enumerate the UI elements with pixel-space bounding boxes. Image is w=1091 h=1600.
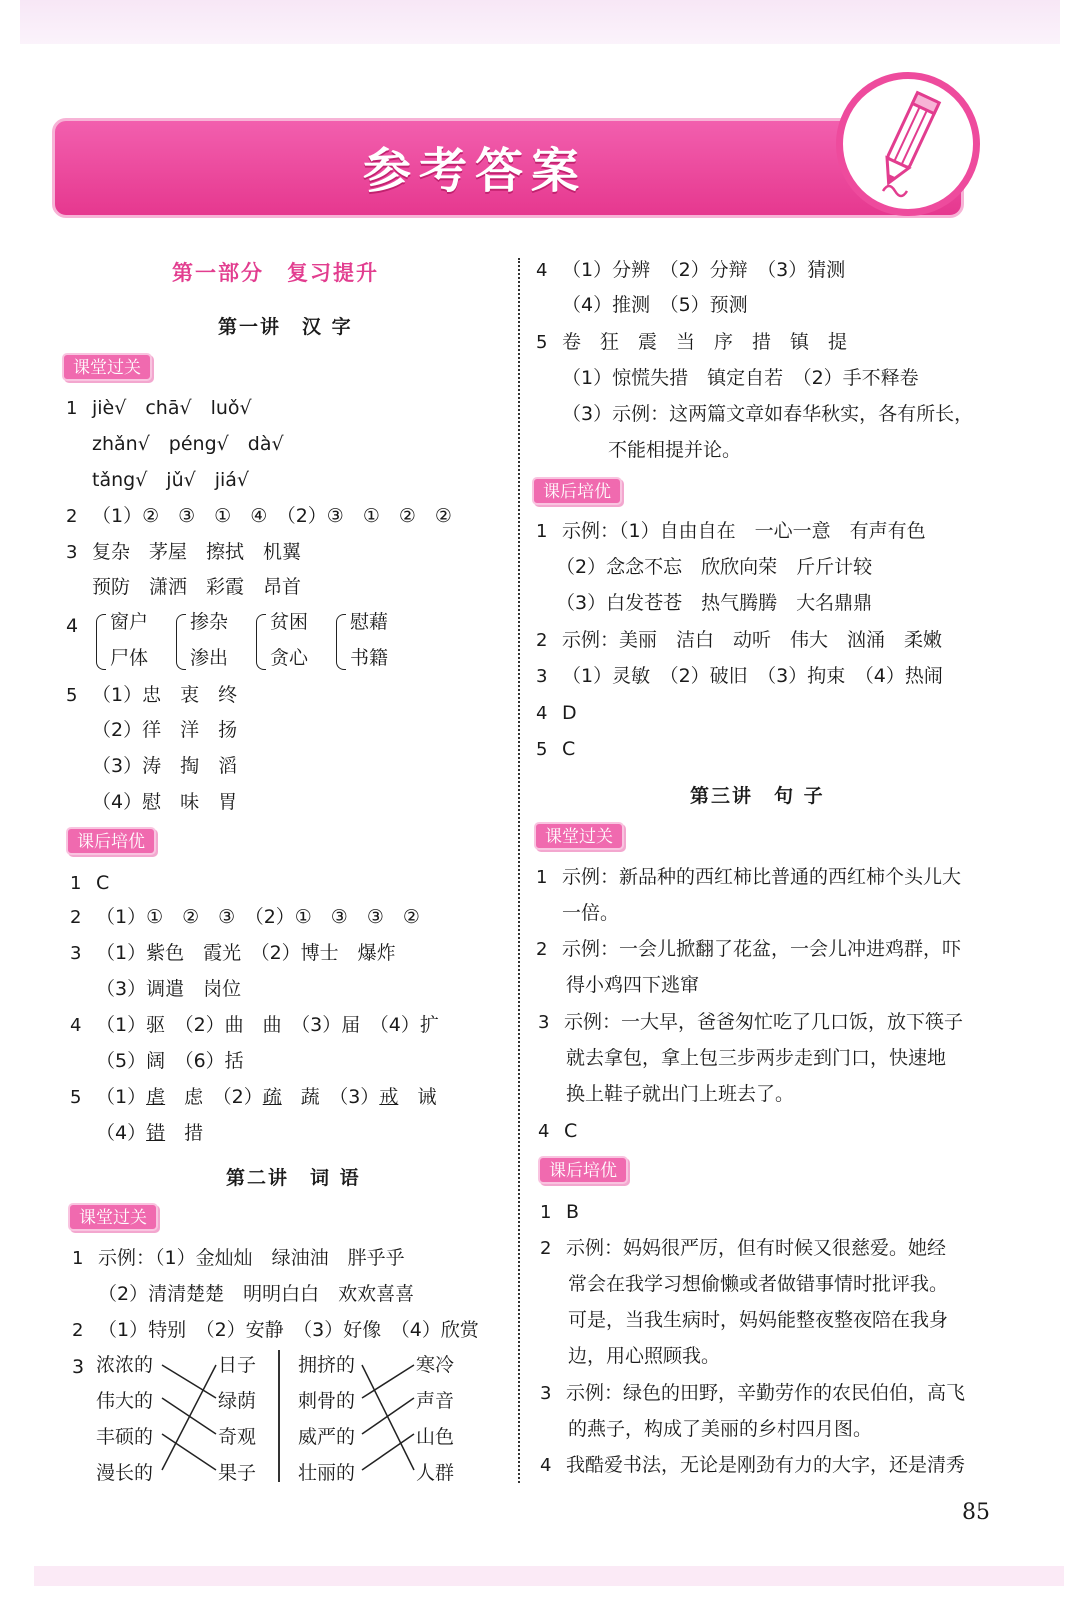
answer-line: 3 （1）灵敏 （2）破旧 （3）拘束 （4）热闹 <box>536 665 943 687</box>
answer-line: 1 示例：（1）金灿灿 绿油油 胖乎乎 <box>72 1247 405 1269</box>
match-right-item: 日子 <box>218 1354 257 1376</box>
bottom-decor-band <box>34 1566 1064 1586</box>
answer-line: 2 （1）① ② ③ （2）① ③ ③ ② <box>70 906 420 928</box>
word-pair-item: 贫困 <box>270 611 309 633</box>
lecture1-title: 第一讲 汉 字 <box>218 316 353 338</box>
match-right-item: 奇观 <box>218 1426 257 1448</box>
match-left-item: 威严的 <box>298 1426 356 1448</box>
answer-line: （1）惊慌失措 镇定自若 （2）手不释卷 <box>562 367 919 389</box>
answer-line: 3 示例：绿色的田野，辛勤劳作的农民伯伯，高飞 <box>540 1382 966 1404</box>
answer-line: tǎng√ jǔ√ jiá√ <box>92 469 250 491</box>
word-pair-item: 掺杂 <box>190 611 229 633</box>
section-tag-kehou: 课后培优 <box>538 1156 628 1184</box>
answer-line: 2 （1）特别 （2）安静 （3）好像 （4）欣赏 <box>72 1319 479 1341</box>
page-title: 参考答案 <box>362 143 587 199</box>
page-number: 85 <box>962 1500 990 1525</box>
answer-line: 3 复杂 茅屋 擦拭 机翼 <box>66 541 302 563</box>
answer-line: 1 C <box>70 872 110 894</box>
word-pair-item: 尸体 <box>110 647 149 669</box>
section-tag-ketang: 课堂过关 <box>68 1203 158 1231</box>
answer-line: 4 我酷爱书法，无论是刚劲有力的大字，还是清秀 <box>540 1454 966 1476</box>
answer-line: 4 D <box>536 702 577 724</box>
section-tag-ketang: 课堂过关 <box>534 822 624 850</box>
match-left-item: 壮丽的 <box>298 1462 356 1484</box>
answer-line: 4 （1）分辨 （2）分辩 （3）猜测 <box>536 259 846 281</box>
part-title: 第一部分 复习提升 <box>172 261 379 285</box>
word-pair-item: 书籍 <box>350 647 389 669</box>
answer-line: 就去拿包，拿上包三步两步走到门口，快速地 <box>566 1047 947 1069</box>
match-left-item: 漫长的 <box>96 1462 154 1484</box>
answer-line: （3）白发苍苍 热气腾腾 大名鼎鼎 <box>556 592 873 614</box>
answer-number: 3 <box>72 1356 85 1378</box>
answer-line: 2 （1）② ③ ① ④ （2）③ ① ② ② <box>66 505 452 527</box>
answer-line: 2 示例：一会儿掀翻了花盆，一会儿冲进鸡群，吓 <box>536 938 962 960</box>
match-right-item: 寒冷 <box>416 1354 455 1376</box>
match-right-item: 声音 <box>416 1390 455 1412</box>
answer-line: 的燕子，构成了美丽的乡村四月图。 <box>568 1418 873 1440</box>
word-pair-item: 慰藉 <box>350 611 389 633</box>
match-left-item: 浓浓的 <box>96 1354 154 1376</box>
answer-line: 预防 潇洒 彩霞 昂首 <box>92 576 302 598</box>
lecture3-title: 第三讲 句 子 <box>690 785 825 807</box>
answer-line: （2）清清楚楚 明明白白 欢欢喜喜 <box>98 1283 415 1305</box>
answer-line: 一倍。 <box>562 902 620 924</box>
match-right-item: 果子 <box>218 1462 257 1484</box>
section-tag-kehou: 课后培优 <box>532 477 622 505</box>
answer-line: 1 示例：（1）自由自在 一心一意 有声有色 <box>536 520 926 542</box>
answer-line: 1 jiè√ chā√ luǒ√ <box>66 397 252 419</box>
answer-line: 可是，当我生病时，妈妈能整夜整夜陪在我身 <box>568 1309 949 1331</box>
answer-line: 常会在我学习想偷懒或者做错事情时批评我。 <box>568 1273 949 1295</box>
lecture2-title: 第二讲 词 语 <box>226 1167 361 1189</box>
answer-line: 5 C <box>536 738 576 760</box>
section-tag-ketang: 课堂过关 <box>62 353 152 381</box>
answer-line: （3）涛 掏 滔 <box>92 755 238 777</box>
match-left-item: 伟大的 <box>96 1390 154 1412</box>
match-right-item: 绿荫 <box>218 1390 257 1412</box>
answer-line: 1 示例：新品种的西红柿比普通的西红柿个头儿大 <box>536 866 962 888</box>
answer-line: 5 （1）忠 衷 终 <box>66 684 238 706</box>
answer-line: 1 B <box>540 1201 580 1223</box>
answer-line: 4 C <box>538 1120 578 1142</box>
answer-number: 4 <box>66 615 79 637</box>
word-pair-item: 窗户 <box>110 611 149 633</box>
answer-line: （4）推测 （5）预测 <box>562 294 748 316</box>
answer-line: （2）念念不忘 欣欣向荣 斤斤计较 <box>556 556 873 578</box>
answer-line: 不能相提并论。 <box>608 439 742 461</box>
match-left-item: 丰硕的 <box>96 1426 154 1448</box>
answer-line: （4）慰 味 胃 <box>92 791 238 813</box>
answer-line: 5 （1）虐 虑 （2）疏 蔬 （3）戒 诫 <box>70 1086 437 1108</box>
match-right-item: 山色 <box>416 1426 455 1448</box>
answer-line: 4 （1）驱 （2）曲 曲 （3）届 （4）扩 <box>70 1014 439 1036</box>
answer-line: （3）调遣 岗位 <box>96 978 242 1000</box>
answer-line: 2 示例：妈妈很严厉，但有时候又很慈爱。她经 <box>540 1237 947 1259</box>
answer-line: 2 示例：美丽 洁白 动听 伟大 汹涌 柔嫩 <box>536 629 943 651</box>
answer-line: 得小鸡四下逃窜 <box>566 974 700 996</box>
answer-line: 3 示例：一大早，爸爸匆忙吃了几口饭，放下筷子 <box>538 1011 964 1033</box>
answer-line: 边，用心照顾我。 <box>568 1345 721 1367</box>
answer-line: 5 卷 狂 震 当 序 措 镇 提 <box>536 331 848 353</box>
answer-line: zhǎn√ péng√ dà√ <box>92 433 284 455</box>
match-right-item: 人群 <box>416 1462 455 1484</box>
answer-line: 换上鞋子就出门上班去了。 <box>566 1083 795 1105</box>
word-pair-item: 贪心 <box>270 647 309 669</box>
answer-line: （5）阔 （6）括 <box>96 1050 244 1072</box>
match-left-item: 拥挤的 <box>298 1354 356 1376</box>
word-pair-item: 渗出 <box>190 647 229 669</box>
answer-line: （3）示例：这两篇文章如春华秋实，各有所长， <box>562 403 974 425</box>
section-tag-kehou: 课后培优 <box>66 827 156 855</box>
answer-line: （2）徉 洋 扬 <box>92 719 238 741</box>
answer-line: （4）错 措 <box>96 1122 204 1144</box>
answer-line: 3 （1）紫色 霞光 （2）博士 爆炸 <box>70 942 396 964</box>
match-left-item: 刺骨的 <box>298 1390 356 1412</box>
